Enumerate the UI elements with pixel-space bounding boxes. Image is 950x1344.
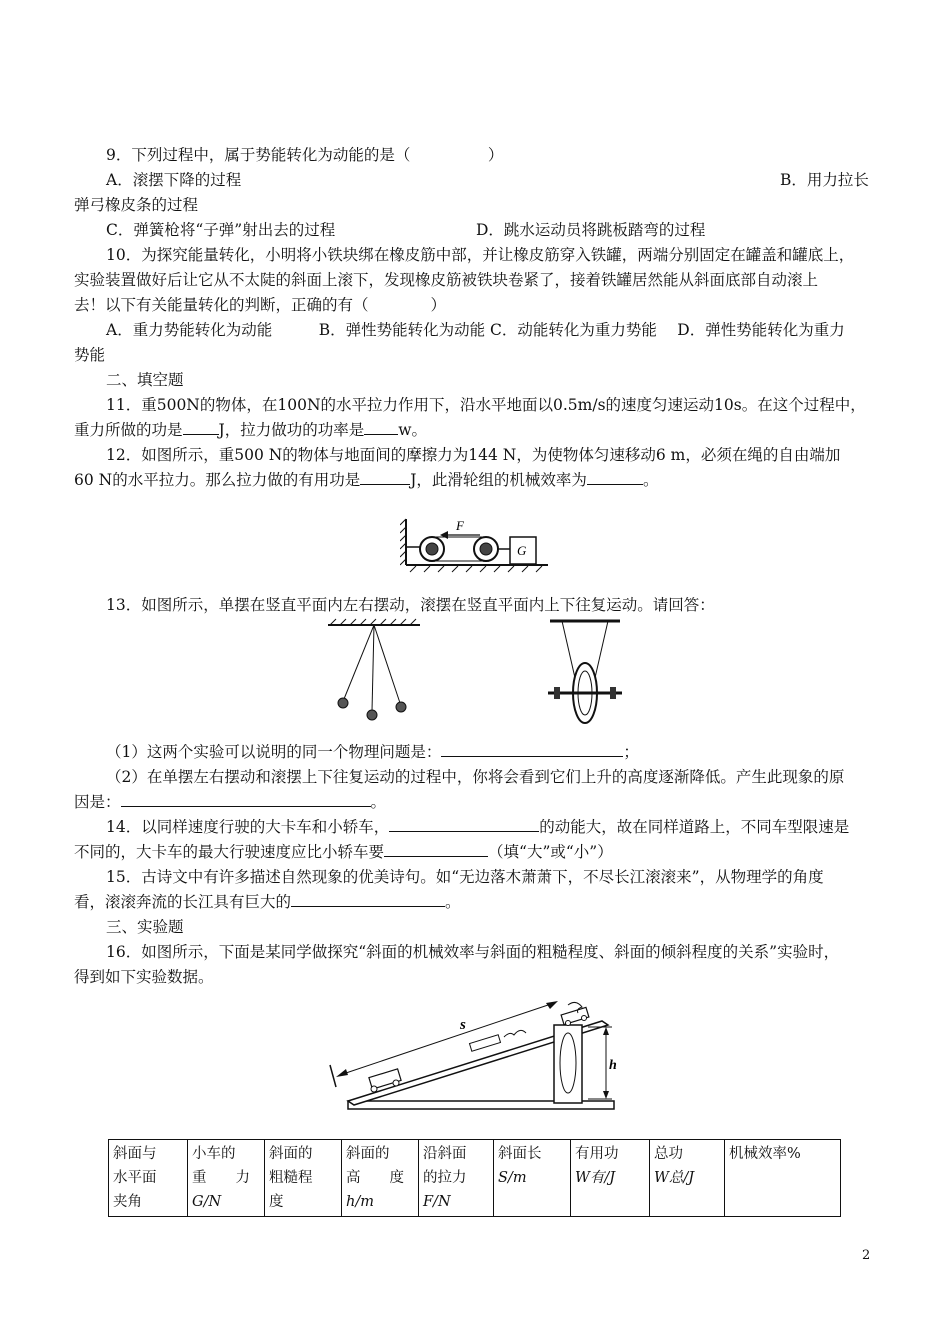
header-useful-l1: 有用功: [575, 1146, 619, 1162]
header-roughness: [265, 1140, 342, 1217]
q12-blank-work: [360, 468, 410, 485]
pendulum-bob-right: [396, 702, 406, 712]
header-efficiency: [725, 1140, 841, 1217]
incline-support: [554, 1025, 582, 1103]
q14-blank-1: [389, 815, 539, 832]
q9-option-b-cont: 弹弓橡皮条的过程: [74, 196, 199, 214]
header-force-l2: 的拉力: [423, 1170, 467, 1186]
q14-blank-2: [384, 840, 488, 857]
header-force-l1: 沿斜面: [423, 1146, 467, 1162]
q15-text-a: 看，滚滚奔流的长江具有巨大的: [74, 893, 292, 911]
q11-line2: [74, 418, 880, 442]
q13-sub2-line1: （2）在单摆左右摆动和滚摆上下往复运动的过程中，你将会看到它们上升的高度逐渐降低。产生此现象的原: [106, 768, 845, 786]
header-weight: [188, 1140, 265, 1217]
header-total-work: [650, 1140, 725, 1217]
q12-text-b: J，此滑轮组的机械效率为: [410, 471, 587, 489]
pendulum-bob-center: [367, 710, 377, 720]
header-useful-l2: W有/J: [575, 1170, 616, 1186]
q13-blank-2: [121, 790, 371, 807]
q11-blank-work: [183, 418, 219, 435]
q12-line2: [74, 468, 880, 492]
pulley-figure: [400, 515, 550, 575]
section-fill-in: 二、填空题: [106, 371, 184, 389]
header-pull-force: [419, 1140, 494, 1217]
header-height: [342, 1140, 419, 1217]
header-total-l2: W总/J: [654, 1170, 695, 1186]
header-length-l2: S/m: [498, 1170, 527, 1186]
q12-text-a: 60 N的水平拉力。那么拉力做的有用功是: [74, 471, 361, 489]
q15-line2: [74, 890, 880, 914]
pendulum-figure: [326, 615, 422, 723]
q9-option-b: B．用力拉长: [780, 171, 869, 189]
q13-stem: 13．如图所示，单摆在竖直平面内左右摆动，滚摆在竖直平面内上下往复运动。请回答：: [106, 596, 715, 614]
header-length: [494, 1140, 571, 1217]
pendulum-bob-left: [338, 698, 348, 708]
q9-option-a: A．滚摆下降的过程: [106, 171, 242, 189]
q15-blank: [291, 890, 445, 907]
header-angle-l3: 夹角: [113, 1194, 142, 1210]
q11-text-c: w。: [398, 421, 428, 439]
hand-sketch: [504, 1030, 526, 1037]
q13-blank-1: [441, 740, 623, 757]
q15-text-b: 。: [445, 893, 461, 911]
header-angle: [109, 1140, 188, 1217]
weight-label: G: [517, 543, 527, 558]
header-useful-work: [571, 1140, 650, 1217]
q11-line1: 11．重500N的物体，在100N的水平拉力作用下，沿水平地面以0.5m/s的速度匀速运动10s。在这个过程中，: [106, 396, 866, 414]
height-label: h: [609, 1058, 617, 1073]
header-roughness-l2: 粗糙程: [269, 1170, 313, 1186]
table-header-row: [109, 1140, 841, 1217]
header-height-l3: h/m: [346, 1194, 374, 1210]
q13-sub1: [106, 740, 912, 764]
header-height-l1: 斜面的: [346, 1146, 390, 1162]
q10-line2: 实验装置做好后让它从不太陡的斜面上滚下，发现橡皮筋被铁块卷紧了，接着铁罐居然能从斜面底部自动滚上: [74, 271, 819, 289]
q14-line2: [74, 840, 880, 864]
q10-options-cont: 势能: [74, 346, 106, 364]
q11-text-a: 重力所做的功是: [74, 421, 183, 439]
header-angle-l1: 斜面与: [113, 1146, 157, 1162]
q9-option-c: C．弹簧枪将“子弹”射出去的过程: [106, 221, 336, 239]
q10-line3: 去！以下有关能量转化的判断，正确的有（ ）: [74, 296, 447, 314]
q13-sub2-line2: [74, 790, 880, 814]
header-length-l1: 斜面长: [498, 1146, 542, 1162]
header-height-l2: 高 度: [346, 1170, 404, 1186]
header-roughness-l1: 斜面的: [269, 1146, 313, 1162]
force-arrow-head: [440, 531, 448, 539]
q10-options: A．重力势能转化为动能 B．弹性势能转化为动能 C．动能转化为重力势能 D．弹性势能转化为重力: [106, 321, 845, 339]
q13-sub1-end: ；: [623, 743, 639, 761]
q9-option-d: D．跳水运动员将跳板踏弯的过程: [476, 221, 706, 239]
header-total-l1: 总功: [654, 1146, 683, 1162]
q16-line1: 16．如图所示，下面是某同学做探究“斜面的机械效率与斜面的粗糙程度、斜面的倾斜程度的关系”实验时，: [106, 943, 840, 961]
q12-text-c: 。: [642, 471, 659, 489]
header-force-l3: F/N: [423, 1194, 451, 1210]
q12-line1: 12．如图所示，重500 N的物体与地面间的摩擦力为144 N，为使物体匀速移动6 m，必须在绳的自由端加: [106, 446, 841, 464]
q14-line1: [74, 815, 912, 839]
q14-text-c: 不同的，大卡车的最大行驶速度应比小轿车要: [74, 843, 385, 861]
page-number: 2: [862, 1248, 871, 1263]
header-angle-l2: 水平面: [113, 1170, 157, 1186]
length-label: s: [460, 1017, 466, 1033]
q13-sub2-text: 因是：: [74, 793, 121, 811]
header-roughness-l3: 度: [269, 1194, 284, 1210]
q16-line2: 得到如下实验数据。: [74, 968, 214, 986]
q13-sub1-text: （1）这两个实验可以说明的同一个物理问题是：: [106, 743, 442, 761]
section-experiment: 三、实验题: [106, 918, 184, 936]
header-efficiency-l1: 机械效率%: [729, 1146, 801, 1162]
maxwell-wheel-figure: [540, 615, 630, 727]
incline-figure: [318, 995, 626, 1115]
q14-text-a: 14．以同样速度行驶的大卡车和小轿车，: [106, 818, 390, 836]
q11-text-b: J，拉力做功的功率是: [218, 421, 365, 439]
spring-scale: [469, 1035, 500, 1051]
q13-sub2-end: 。: [370, 793, 387, 811]
q11-blank-power: [364, 418, 398, 435]
q15-line1: 15．古诗文中有许多描述自然现象的优美诗句。如“无边落木萧萧下，不尽长江滚滚来”，从物理学的角度: [106, 868, 824, 886]
header-weight-l3: G/N: [192, 1194, 222, 1210]
q14-text-b: 的动能大，故在同样道路上，不同车型限速是: [539, 818, 850, 836]
q12-blank-efficiency: [587, 468, 643, 485]
q10-line1: 10．为探究能量转化，小明将小铁块绑在橡皮筋中部，并让橡皮筋穿入铁罐，两端分别固定在罐盖和罐底上，: [106, 246, 855, 264]
q9-stem: 9．下列过程中，属于势能转化为动能的是（ ）: [106, 146, 504, 164]
header-weight-l2: 重 力: [192, 1170, 250, 1186]
experiment-data-table: [108, 1139, 841, 1217]
header-weight-l1: 小车的: [192, 1146, 236, 1162]
force-label: F: [456, 518, 464, 533]
q14-text-d: （填“大”或“小”）: [488, 843, 613, 861]
